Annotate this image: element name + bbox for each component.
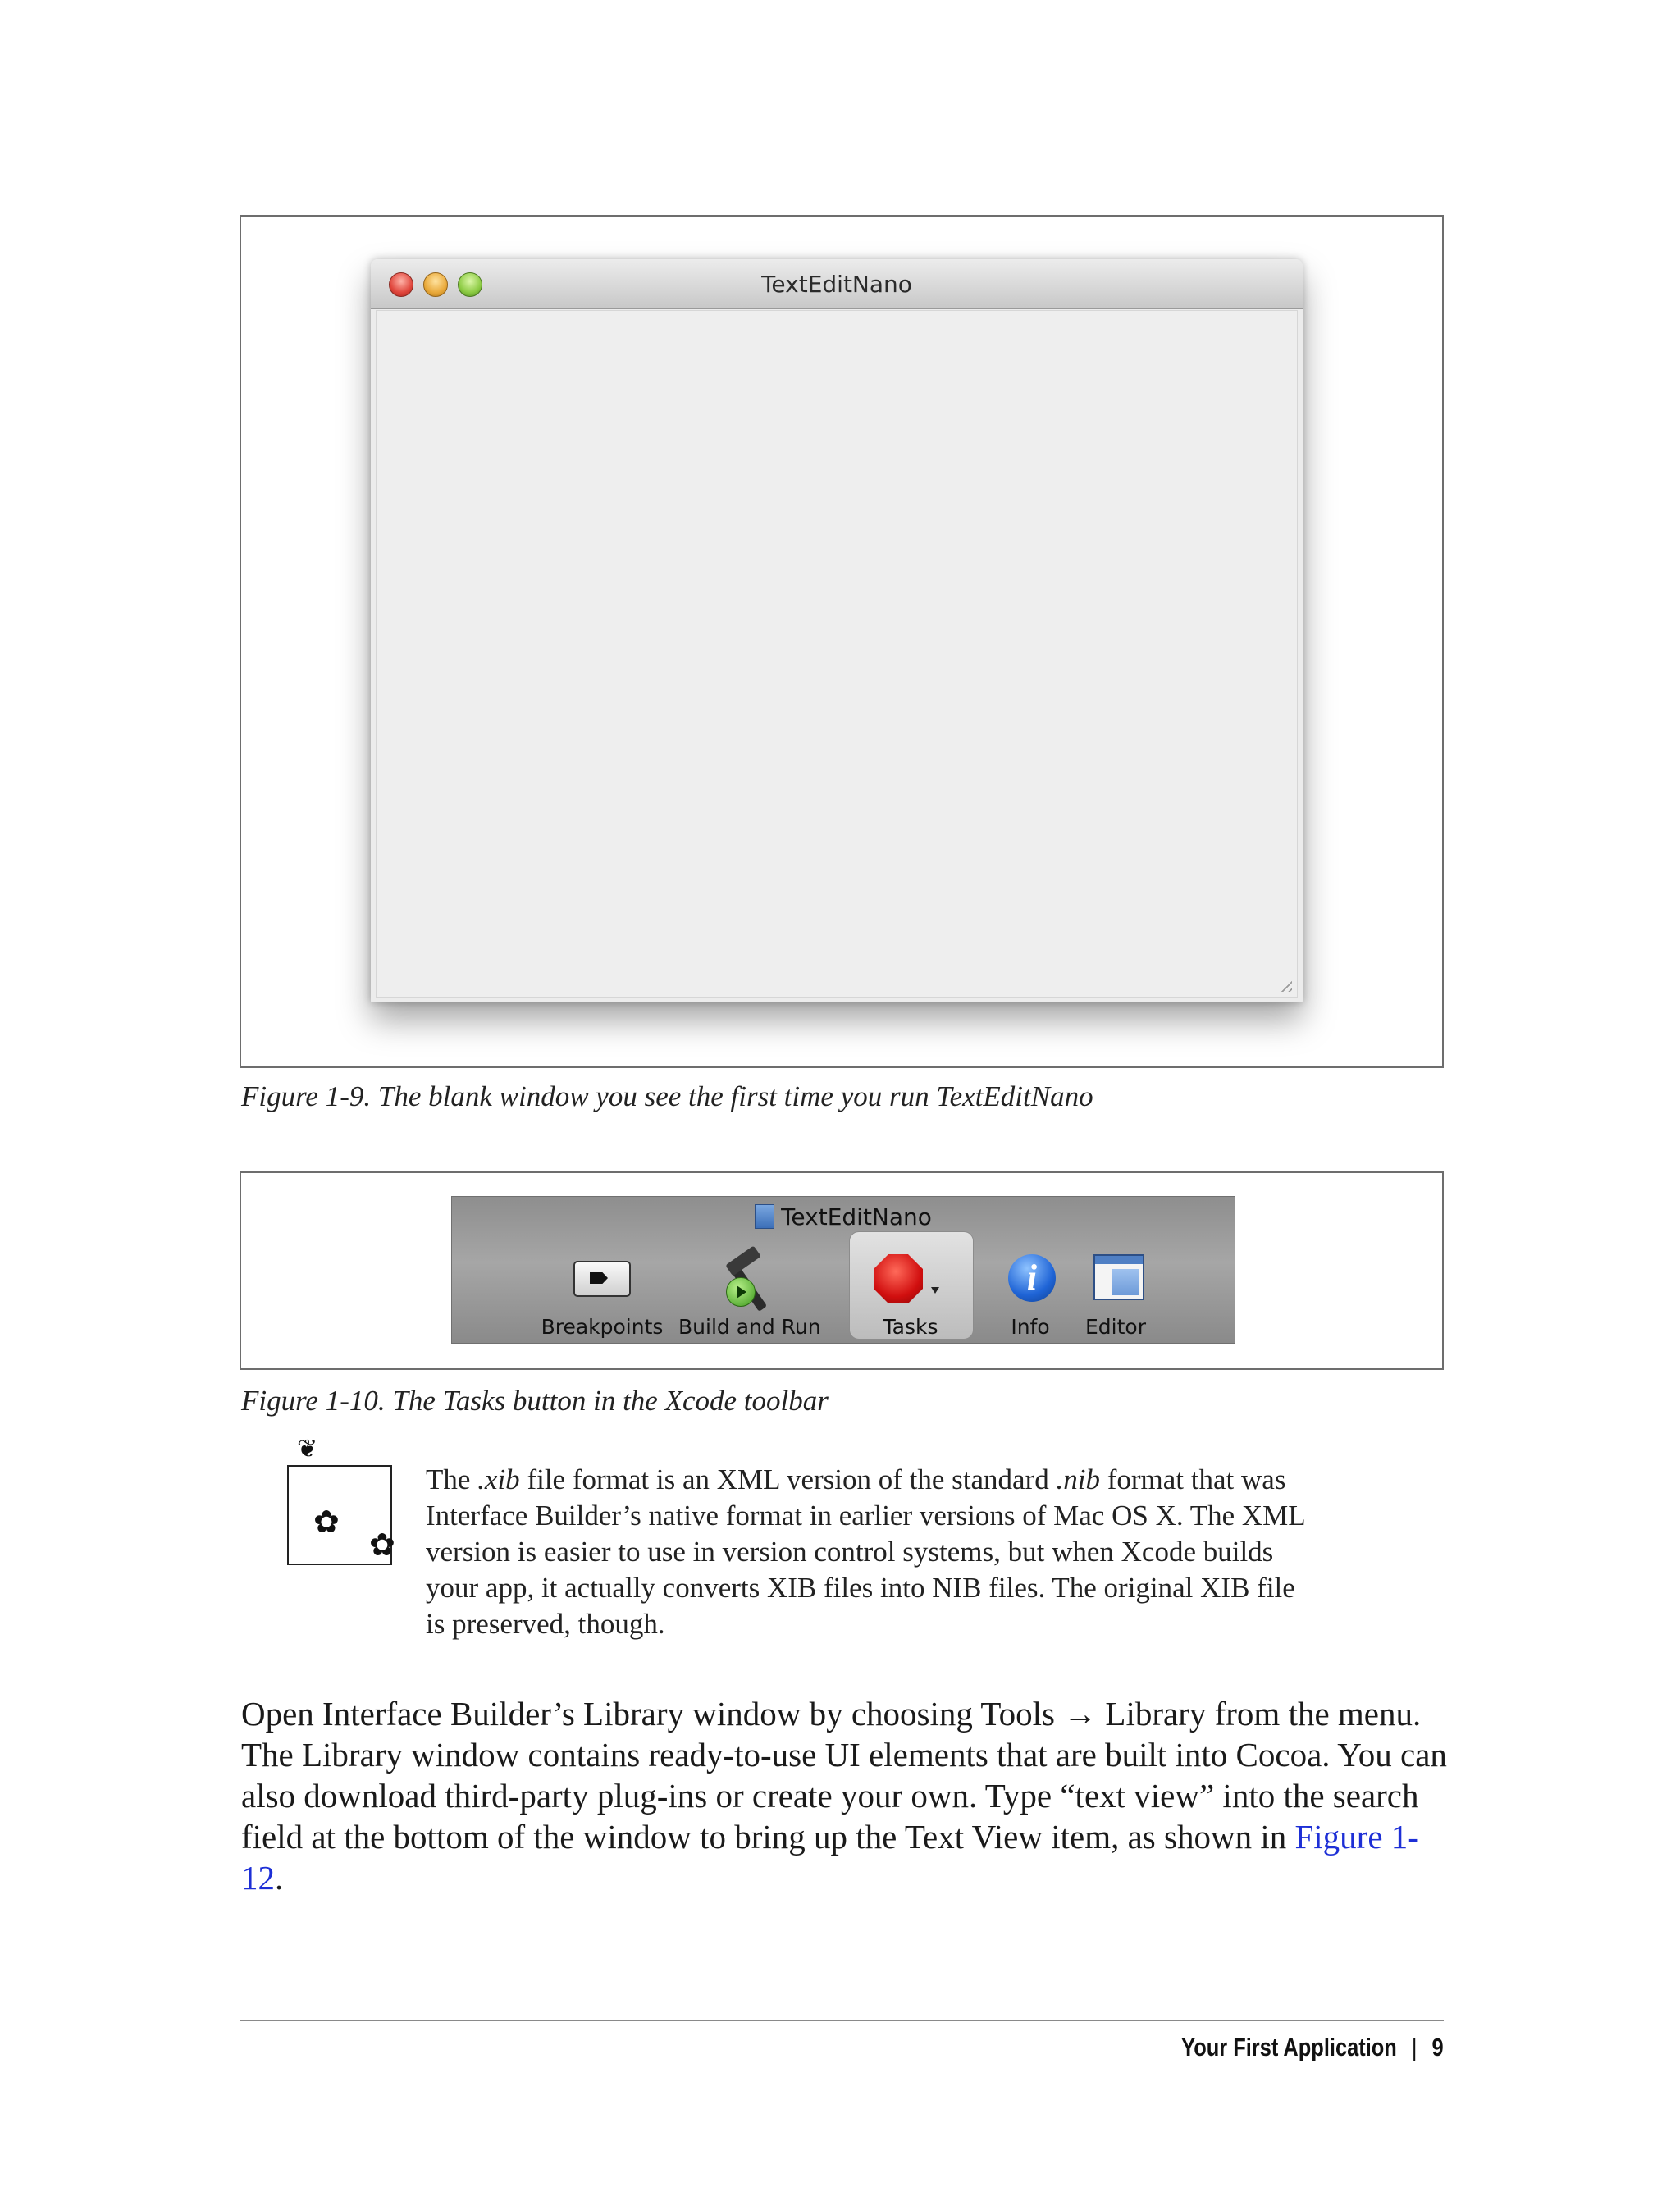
toolbar-item-label: Breakpoints (541, 1315, 664, 1339)
footer-rule (240, 2020, 1444, 2021)
project-title (452, 1203, 1235, 1230)
page-number: 9 (1431, 2033, 1444, 2061)
note-segment-nib: .nib (1056, 1463, 1100, 1495)
body-paragraph (241, 1693, 1447, 1898)
note-segment: The (426, 1463, 478, 1495)
project-file-icon (755, 1204, 774, 1229)
footer-separator: | (1412, 2033, 1418, 2061)
toolbar-build-and-run-button[interactable] (678, 1249, 821, 1339)
window-content-area (376, 310, 1298, 998)
toolbar-item-label: Build and Run (678, 1315, 821, 1339)
chevron-down-icon (931, 1287, 939, 1294)
figure-1-9-frame (240, 215, 1444, 1068)
note-segment: format that was Interface Builder’s native format in earlier versions of Mac OS X. The XML version is easier to use in version control systems, but when Xcode builds your app, it actually converts XIB files into NIB files. The original XIB file is preserved, though. (426, 1463, 1305, 1640)
figure-1-9-caption: Figure 1-9. The blank window you see the first time you run TextEditNano (241, 1080, 1093, 1112)
info-icon: i (1008, 1254, 1056, 1302)
editor-icon (1093, 1254, 1144, 1300)
breakpoints-icon (573, 1261, 631, 1297)
xcode-toolbar (451, 1196, 1235, 1344)
window-titlebar[interactable] (371, 259, 1303, 309)
note-text (426, 1462, 1312, 1642)
body-text-end: . (275, 1859, 284, 1897)
toolbar-editor-button[interactable] (1062, 1249, 1169, 1339)
toolbar-item-label: Editor (1085, 1315, 1146, 1339)
build-and-run-icon (695, 1249, 801, 1308)
toolbar-tasks-button[interactable] (857, 1249, 964, 1339)
figure-1-10-caption: Figure 1-10. The Tasks button in the Xcode toolbar (241, 1385, 829, 1417)
textedit-nano-window (371, 259, 1303, 1002)
figure-1-12-link[interactable]: Figure 1-12 (241, 1818, 1419, 1897)
project-title-text: TextEditNano (781, 1203, 932, 1230)
note-segment: file format is an XML version of the standard (519, 1463, 1057, 1495)
tip-paw-icon: ❦ ✿ ✿ (282, 1437, 422, 1577)
toolbar-breakpoints-button[interactable] (541, 1249, 664, 1339)
figure-1-10-frame (240, 1171, 1444, 1370)
note-segment-xib: .xib (477, 1463, 520, 1495)
toolbar-item-label: Tasks (883, 1315, 938, 1339)
window-title: TextEditNano (761, 271, 912, 298)
resize-grip-icon[interactable] (1277, 977, 1292, 992)
page-footer (1181, 2033, 1444, 2062)
footer-chapter-title: Your First Application (1181, 2033, 1398, 2061)
tasks-stop-icon (874, 1254, 923, 1303)
body-text: Open Interface Builder’s Library window by choosing Tools → Library from the menu. The Library window contains ready-to-use UI elements that are built into Cocoa. You can also download third-party plug-ins or create your own. Type “text view” into the search field at the bottom of the window to bring up the Text View item, as shown in (241, 1695, 1447, 1856)
toolbar-item-label: Info (1011, 1315, 1050, 1339)
